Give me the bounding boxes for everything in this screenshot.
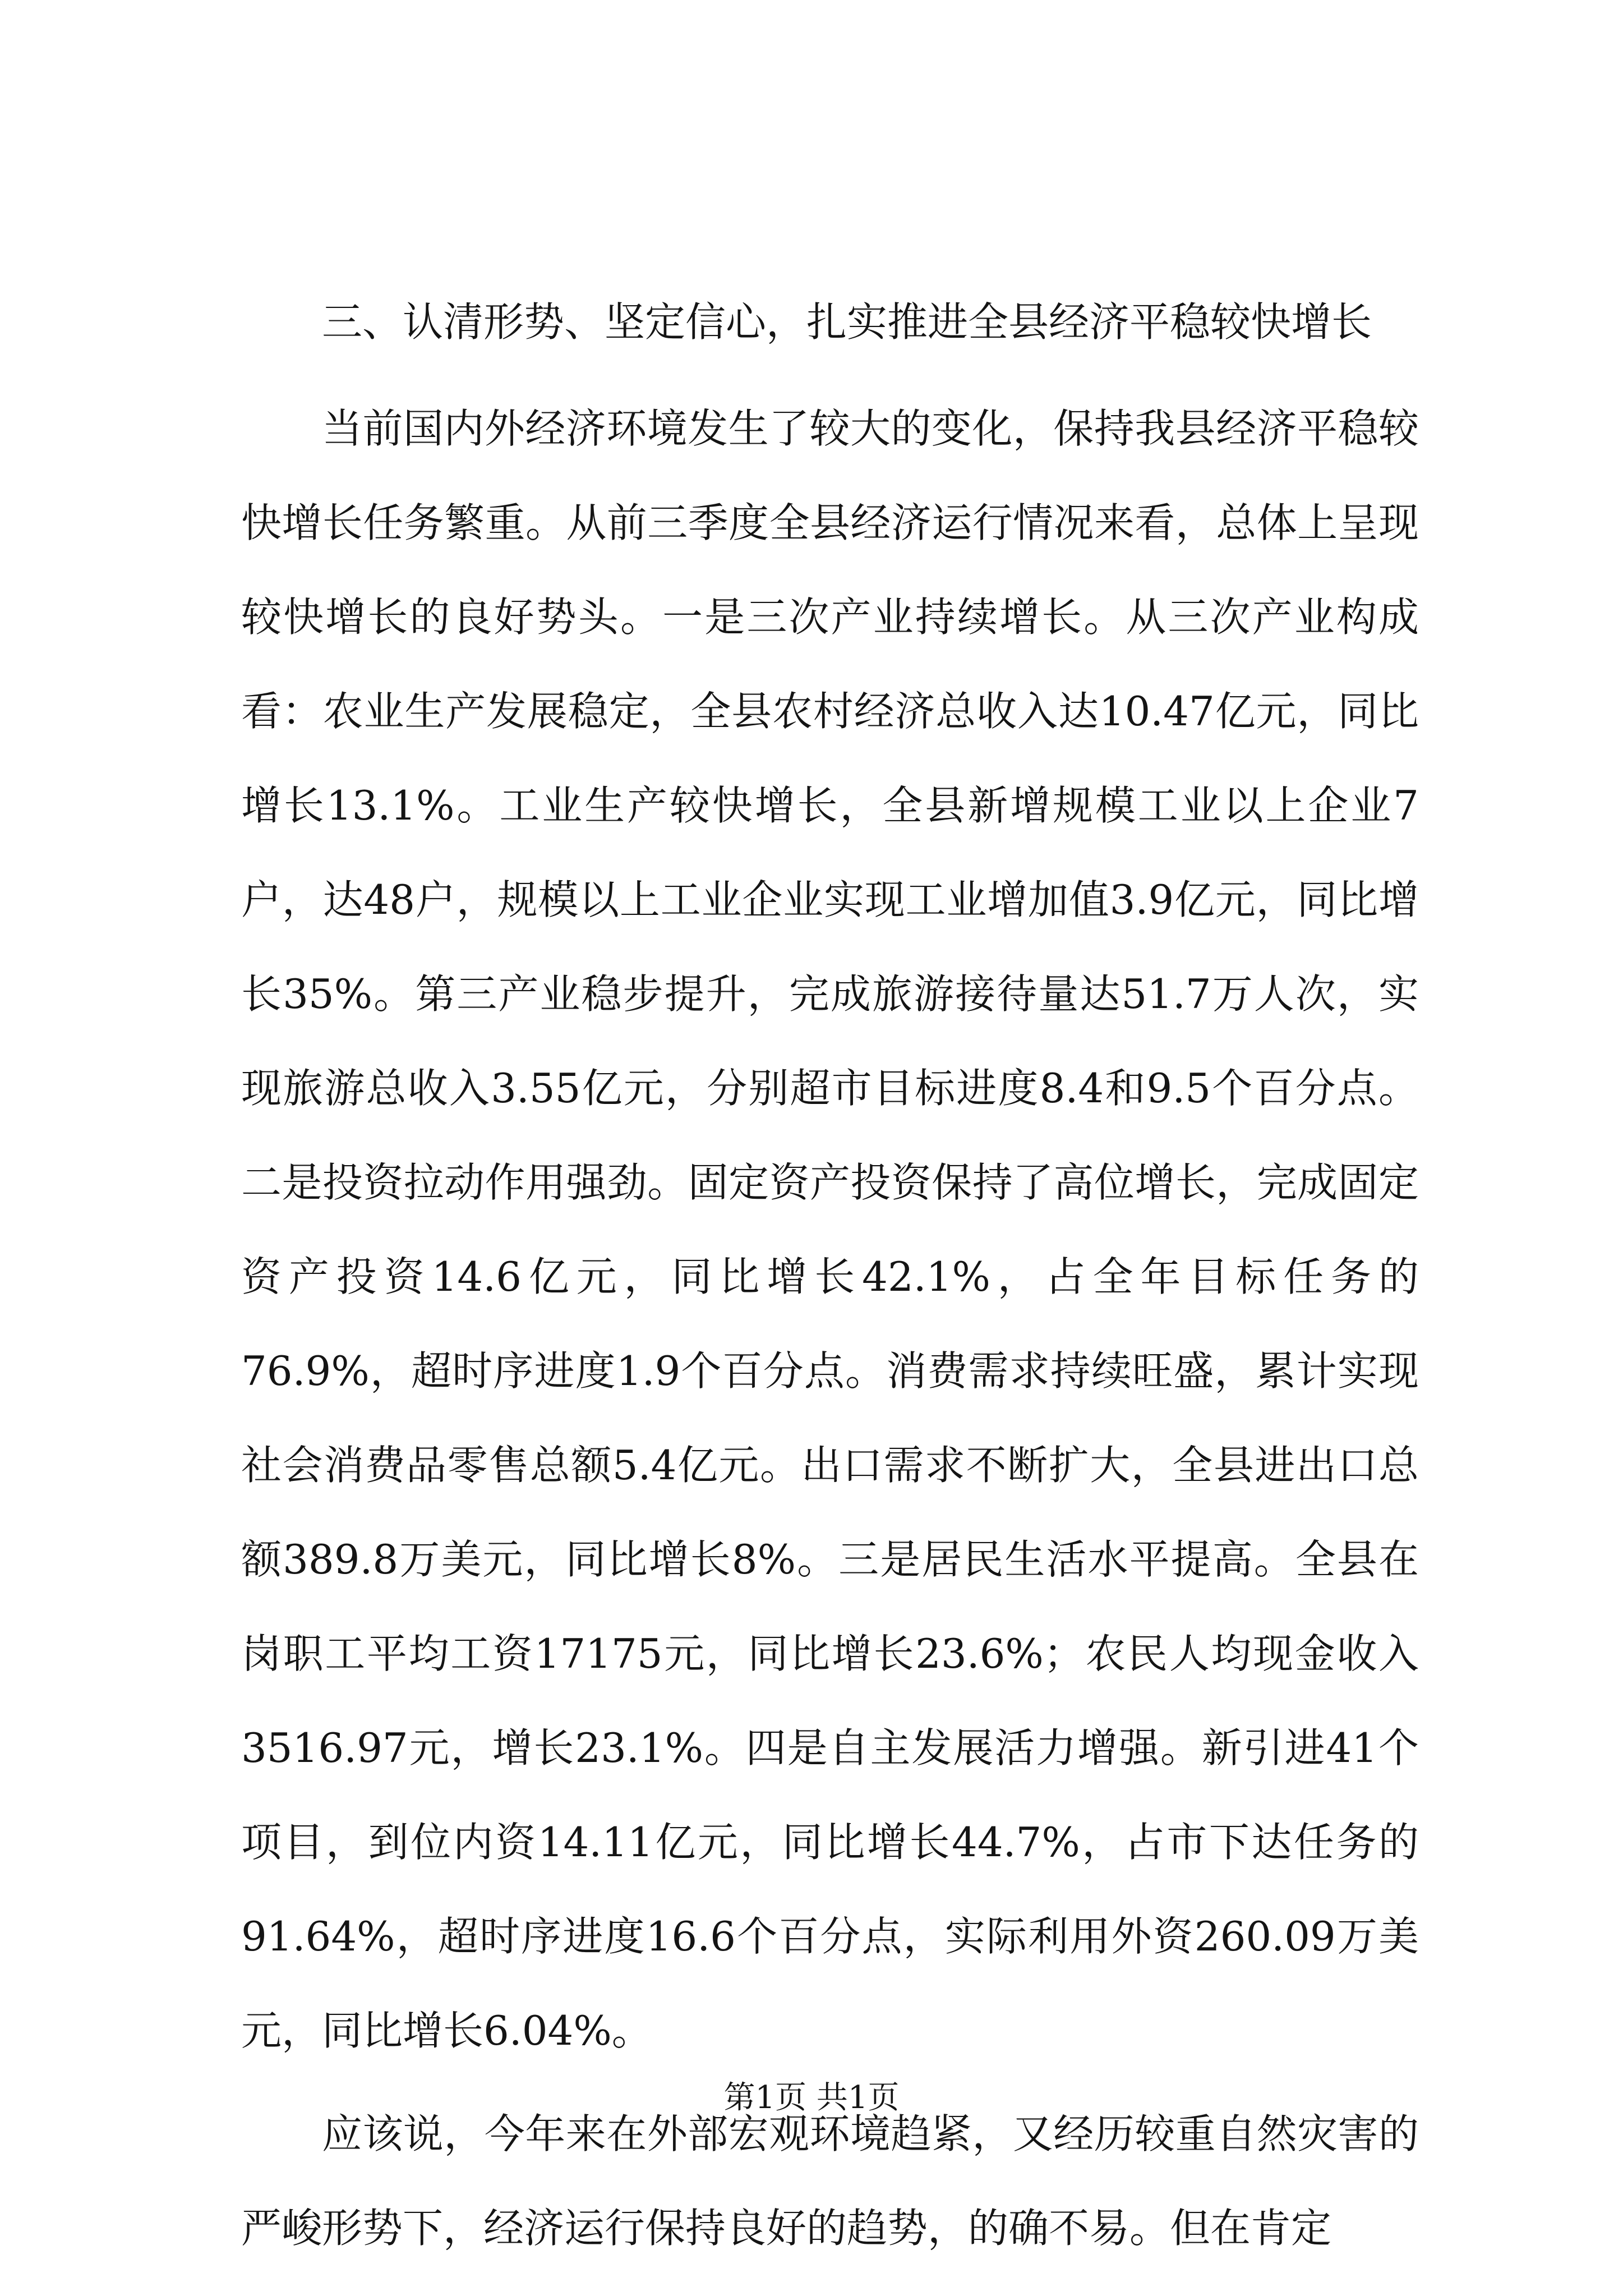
page-footer: 第1页 共1页	[723, 2079, 900, 2116]
body-paragraph-2: 应该说，今年来在外部宏观环境趋紧，又经历较重自然灾害的严峻形势下，经济运行保持良好的趋势，的确不易。但在肯定	[241, 2110, 1419, 2252]
body-paragraph-1: 当前国内外经济环境发生了较大的变化，保持我县经济平稳较快增长任务繁重。从前三季度全县经济运行情况来看，总体上呈现较快增长的良好势头。一是三次产业持续增长。从三次产业构成看：农业生产发展稳定，全县农村经济总收入达10.47亿元，同比增长13.1%。工业生产较快增长，全县新增规模工业以上企业7户，达48户，规模以上工业企业实现工业增加值3.9亿元，同比增长35%。第三产业稳步提升，完成旅游接待量达51.7万人次，实现旅游总收入3.55亿元，分别超市目标进度8.4和9.5个百分点。二是投资拉动作用强劲。固定资产投资保持了高位增长，完成固定资产投资14.6亿元，同比增长42.1%，占全年目标任务的76.9%，超时序进度1.9个百分点。消费需求持续旺盛，累计实现社会消费品零售总额5.4亿元。出口需求不断扩大，全县进出口总额389.8万美元，同比增长8%。三是居民生活水平提高。全县在岗职工平均工资17175元，同比增长23.6%；农民人均现金收入3516.97元，增长23.1%。四是自主发展活力增强。新引进41个项目，到位内资14.11亿元，同比增长44.7%，占市下达任务的91.64%，超时序进度16.6个百分点，实际利用外资260.09万美元，同比增长6.04%。	[241, 405, 1419, 2054]
section-heading: 三、认清形势、坚定信心，扎实推进全县经济平稳较快增长	[322, 298, 1372, 346]
document-body	[241, 292, 1419, 2275]
